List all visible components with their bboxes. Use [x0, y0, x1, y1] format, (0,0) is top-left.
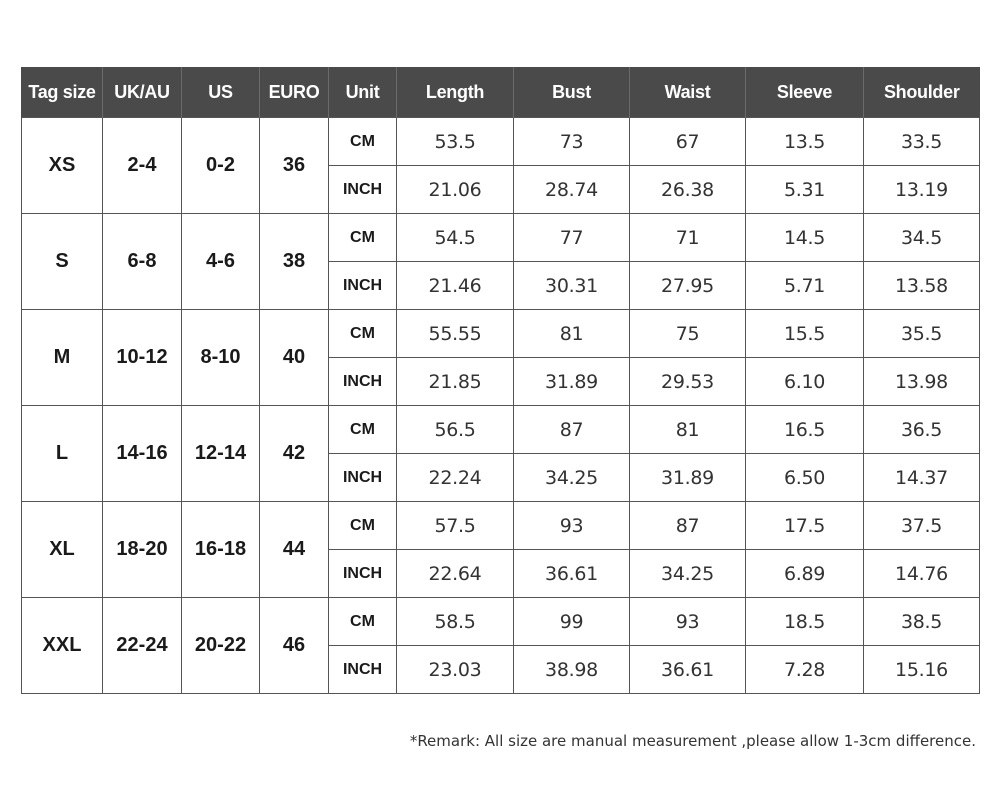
unit-cell: INCH	[329, 166, 397, 214]
header-length: Length	[397, 67, 514, 118]
size-chart-table	[21, 67, 980, 694]
header-uk-au: UK/AU	[103, 67, 182, 118]
header-euro: EURO	[260, 67, 329, 118]
waist-value-cell: 75	[630, 310, 746, 358]
euro-size-cell: 36	[260, 118, 329, 214]
length-value-cell: 55.55	[397, 310, 514, 358]
shoulder-value-cell: 13.98	[864, 358, 980, 406]
shoulder-value-cell: 38.5	[864, 598, 980, 646]
bust-value-cell: 81	[514, 310, 630, 358]
uk-au-size-cell: 10-12	[103, 310, 182, 406]
table-row	[22, 118, 980, 166]
uk-au-size-cell: 22-24	[103, 598, 182, 694]
shoulder-value-cell: 14.76	[864, 550, 980, 598]
unit-cell: INCH	[329, 358, 397, 406]
header-bust: Bust	[514, 67, 630, 118]
sleeve-value-cell: 5.31	[746, 166, 864, 214]
header-us: US	[182, 67, 260, 118]
length-value-cell: 22.64	[397, 550, 514, 598]
unit-cell: CM	[329, 310, 397, 358]
table-row	[22, 214, 980, 262]
header-tag-size: Tag size	[22, 67, 103, 118]
bust-value-cell: 38.98	[514, 646, 630, 694]
sleeve-value-cell: 15.5	[746, 310, 864, 358]
waist-value-cell: 31.89	[630, 454, 746, 502]
us-size-cell: 20-22	[182, 598, 260, 694]
table-row	[22, 598, 980, 646]
uk-au-size-cell: 14-16	[103, 406, 182, 502]
unit-cell: INCH	[329, 646, 397, 694]
length-value-cell: 53.5	[397, 118, 514, 166]
shoulder-value-cell: 37.5	[864, 502, 980, 550]
uk-au-size-cell: 6-8	[103, 214, 182, 310]
unit-cell: INCH	[329, 550, 397, 598]
unit-cell: CM	[329, 502, 397, 550]
length-value-cell: 21.46	[397, 262, 514, 310]
tag-size-cell: S	[22, 214, 103, 310]
unit-cell: INCH	[329, 454, 397, 502]
euro-size-cell: 40	[260, 310, 329, 406]
bust-value-cell: 99	[514, 598, 630, 646]
bust-value-cell: 87	[514, 406, 630, 454]
bust-value-cell: 36.61	[514, 550, 630, 598]
sleeve-value-cell: 6.10	[746, 358, 864, 406]
sleeve-value-cell: 6.89	[746, 550, 864, 598]
header-shoulder: Shoulder	[864, 67, 980, 118]
sleeve-value-cell: 13.5	[746, 118, 864, 166]
sleeve-value-cell: 16.5	[746, 406, 864, 454]
waist-value-cell: 26.38	[630, 166, 746, 214]
sleeve-value-cell: 5.71	[746, 262, 864, 310]
length-value-cell: 23.03	[397, 646, 514, 694]
shoulder-value-cell: 13.19	[864, 166, 980, 214]
length-value-cell: 56.5	[397, 406, 514, 454]
us-size-cell: 16-18	[182, 502, 260, 598]
bust-value-cell: 30.31	[514, 262, 630, 310]
euro-size-cell: 42	[260, 406, 329, 502]
sleeve-value-cell: 17.5	[746, 502, 864, 550]
euro-size-cell: 38	[260, 214, 329, 310]
bust-value-cell: 31.89	[514, 358, 630, 406]
length-value-cell: 21.85	[397, 358, 514, 406]
shoulder-value-cell: 33.5	[864, 118, 980, 166]
us-size-cell: 8-10	[182, 310, 260, 406]
waist-value-cell: 81	[630, 406, 746, 454]
euro-size-cell: 44	[260, 502, 329, 598]
header-unit: Unit	[329, 67, 397, 118]
bust-value-cell: 93	[514, 502, 630, 550]
table-row	[22, 502, 980, 550]
shoulder-value-cell: 34.5	[864, 214, 980, 262]
length-value-cell: 21.06	[397, 166, 514, 214]
tag-size-cell: L	[22, 406, 103, 502]
waist-value-cell: 71	[630, 214, 746, 262]
table-header-row	[22, 67, 980, 118]
unit-cell: CM	[329, 118, 397, 166]
sleeve-value-cell: 14.5	[746, 214, 864, 262]
sleeve-value-cell: 6.50	[746, 454, 864, 502]
waist-value-cell: 67	[630, 118, 746, 166]
shoulder-value-cell: 14.37	[864, 454, 980, 502]
us-size-cell: 0-2	[182, 118, 260, 214]
header-sleeve: Sleeve	[746, 67, 864, 118]
waist-value-cell: 27.95	[630, 262, 746, 310]
shoulder-value-cell: 35.5	[864, 310, 980, 358]
euro-size-cell: 46	[260, 598, 329, 694]
waist-value-cell: 36.61	[630, 646, 746, 694]
header-waist: Waist	[630, 67, 746, 118]
us-size-cell: 12-14	[182, 406, 260, 502]
waist-value-cell: 29.53	[630, 358, 746, 406]
waist-value-cell: 34.25	[630, 550, 746, 598]
tag-size-cell: XL	[22, 502, 103, 598]
tag-size-cell: XS	[22, 118, 103, 214]
waist-value-cell: 93	[630, 598, 746, 646]
bust-value-cell: 73	[514, 118, 630, 166]
unit-cell: INCH	[329, 262, 397, 310]
uk-au-size-cell: 2-4	[103, 118, 182, 214]
length-value-cell: 22.24	[397, 454, 514, 502]
uk-au-size-cell: 18-20	[103, 502, 182, 598]
sleeve-value-cell: 7.28	[746, 646, 864, 694]
us-size-cell: 4-6	[182, 214, 260, 310]
unit-cell: CM	[329, 598, 397, 646]
table-row	[22, 310, 980, 358]
shoulder-value-cell: 13.58	[864, 262, 980, 310]
remark-note: *Remark: All size are manual measurement ,please allow 1-3cm difference.	[409, 732, 976, 750]
waist-value-cell: 87	[630, 502, 746, 550]
bust-value-cell: 34.25	[514, 454, 630, 502]
length-value-cell: 54.5	[397, 214, 514, 262]
shoulder-value-cell: 15.16	[864, 646, 980, 694]
table-row	[22, 406, 980, 454]
shoulder-value-cell: 36.5	[864, 406, 980, 454]
unit-cell: CM	[329, 406, 397, 454]
bust-value-cell: 77	[514, 214, 630, 262]
bust-value-cell: 28.74	[514, 166, 630, 214]
unit-cell: CM	[329, 214, 397, 262]
length-value-cell: 58.5	[397, 598, 514, 646]
sleeve-value-cell: 18.5	[746, 598, 864, 646]
length-value-cell: 57.5	[397, 502, 514, 550]
table-body	[22, 118, 980, 694]
tag-size-cell: XXL	[22, 598, 103, 694]
tag-size-cell: M	[22, 310, 103, 406]
